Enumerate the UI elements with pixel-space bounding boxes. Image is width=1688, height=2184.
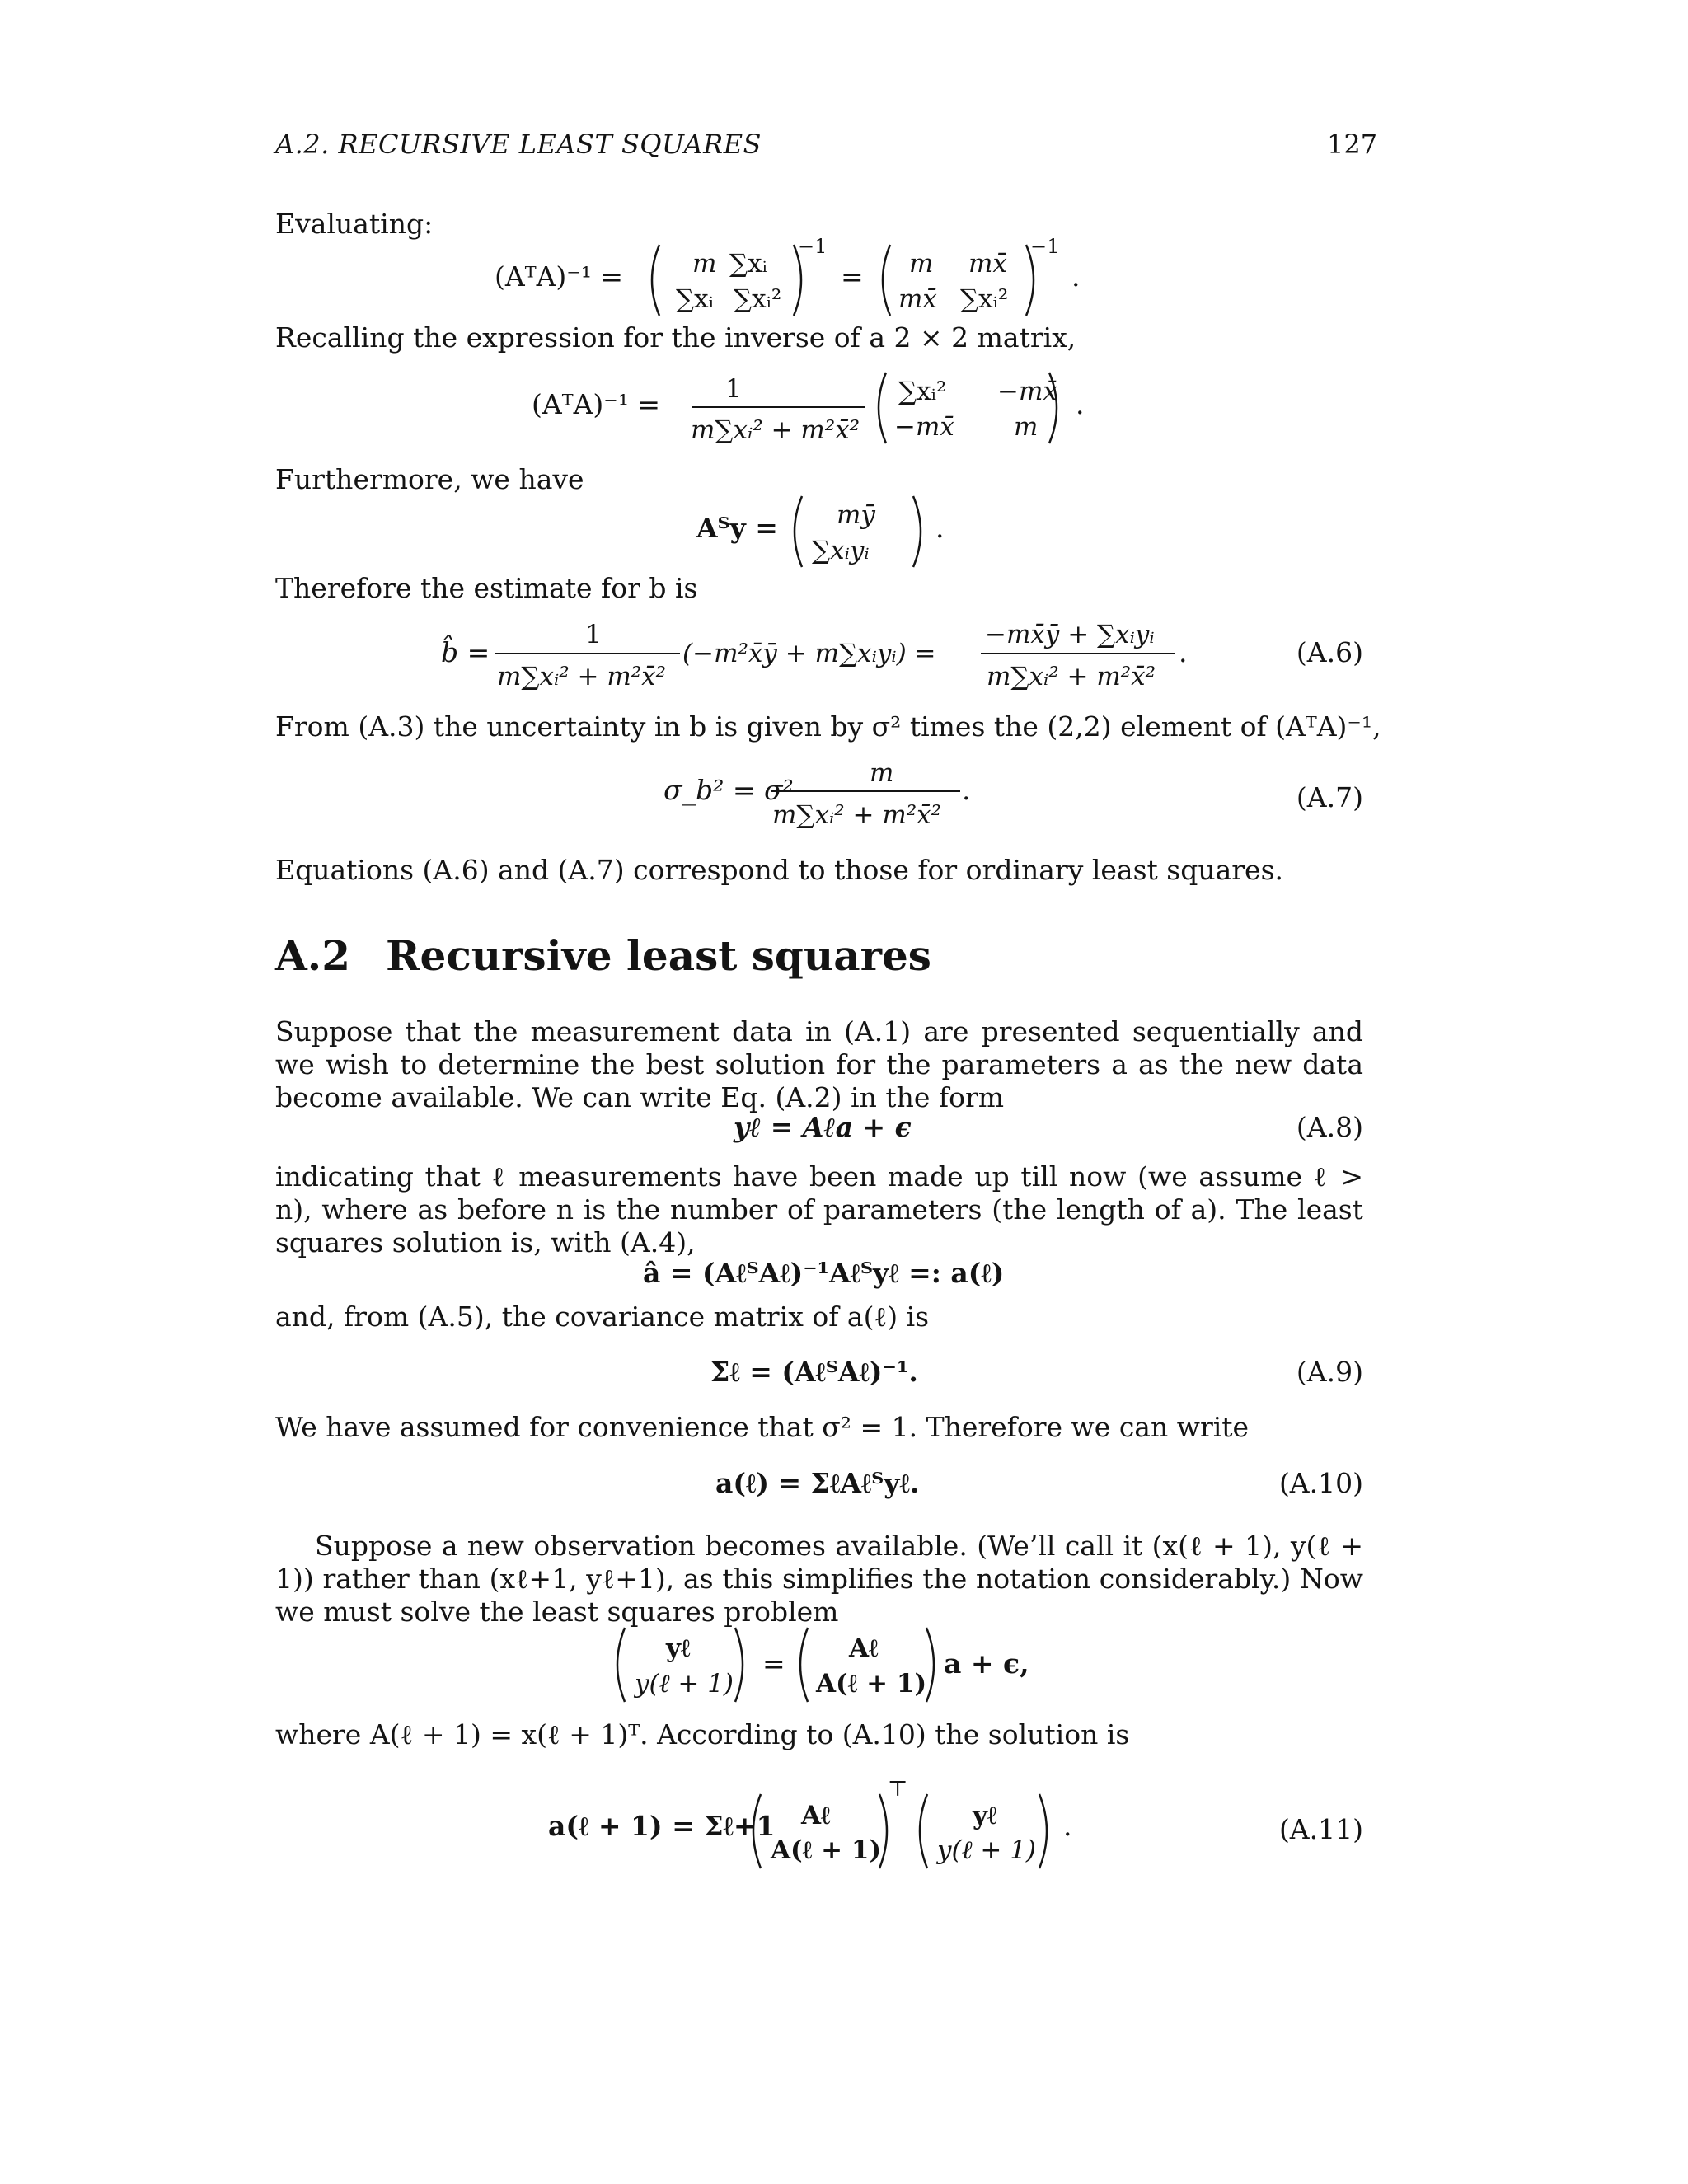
equals: = (762, 1647, 785, 1680)
equation-a6 (441, 614, 1199, 696)
period: . (1076, 388, 1085, 420)
fraction-numerator: −mx̄ȳ + ∑xᵢyᵢ (985, 620, 1155, 649)
para-therefore-b: Therefore the estimate for b is (275, 572, 698, 604)
equation-inverse-2x2 (532, 363, 1158, 453)
period: . (935, 512, 945, 544)
cell: A(ℓ + 1) (816, 1669, 927, 1699)
equation-a9: Σℓ = (AℓᵀAℓ)⁻¹. (710, 1356, 918, 1388)
equation-number-a11: (A.11) (1278, 1813, 1363, 1845)
cell: −mx̄ (894, 412, 954, 442)
cell: m (1014, 412, 1039, 442)
fraction-numerator: 1 (585, 620, 602, 649)
cell: ∑xᵢ² (898, 377, 947, 406)
equation-a10: a(ℓ) = ΣℓAℓᵀyℓ. (715, 1467, 920, 1499)
left-paren (795, 496, 802, 567)
para-furthermore: Furthermore, we have (275, 463, 584, 495)
equation-number-a6: (A.6) (1296, 636, 1363, 668)
equation-a7 (663, 754, 1010, 837)
cell: ∑xᵢyᵢ (812, 536, 870, 565)
para-evaluating: Evaluating: (275, 208, 434, 240)
equation-number-a7: (A.7) (1296, 781, 1363, 813)
cell: m (909, 249, 934, 279)
section-title: Recursive least squares (386, 931, 931, 980)
cell: mx̄ (898, 284, 937, 314)
cell: ∑xᵢ² (734, 284, 782, 314)
fraction-numerator: m (870, 758, 894, 788)
fraction-numerator: 1 (725, 374, 742, 404)
section-number: A.2 (275, 931, 350, 980)
left-paren (617, 1628, 625, 1702)
equation-a8: yℓ = Aℓa + ϵ (734, 1111, 912, 1143)
fraction-denominator: m∑xᵢ² + m²x̄² (987, 662, 1156, 691)
equation-ahat: â = (AℓᵀAℓ)⁻¹Aℓᵀyℓ =: a(ℓ) (643, 1257, 1005, 1289)
fraction-denominator: m∑xᵢ² + m²x̄² (772, 800, 942, 830)
para-indicating: indicating that ℓ measurements have been made up till now (we assume ℓ > n), where as before n is the number of parameters (the length of a). The least squares solution is, with (A.4), (275, 1160, 1363, 1258)
cell: A(ℓ + 1) (771, 1835, 882, 1865)
right-paren (1039, 1794, 1047, 1868)
cell: yℓ (973, 1801, 997, 1830)
cell: mx̄ (968, 249, 1007, 279)
para-recalling: Recalling the expression for the inverse of a 2 × 2 matrix, (275, 321, 1076, 354)
cell: Aℓ (849, 1633, 879, 1663)
para-where: where A(ℓ + 1) = x(ℓ + 1)ᵀ. According to (A.10) the solution is (275, 1718, 1130, 1750)
left-paren (920, 1794, 927, 1868)
page-number: 127 (1327, 129, 1378, 160)
exponent: −1 (1030, 235, 1060, 258)
equation-number-a9: (A.9) (1296, 1356, 1363, 1388)
para-suppose-new: Suppose a new observation becomes available. (We’ll call it (x(ℓ + 1), y(ℓ + 1)) rather than (xℓ+1, yℓ+1), as this simplifies the notation considerably.) Now we must solve the least squares problem (275, 1530, 1363, 1628)
cell: ∑xᵢ (676, 284, 714, 314)
left-paren (652, 245, 659, 316)
eq-lhs: σ_b² = σ² (663, 774, 794, 806)
eq-rhs: a + ϵ, (944, 1647, 1029, 1680)
cell: Aℓ (801, 1801, 831, 1830)
eq-lhs: b̂ = (441, 636, 490, 668)
para-from-a3: From (A.3) the uncertainty in b is given by σ² times the (2,2) element of (AᵀA)⁻¹, (275, 710, 1381, 743)
period: . (1071, 260, 1081, 293)
exponent: −1 (798, 235, 828, 258)
left-paren (883, 245, 890, 316)
para-equations-correspond: Equations (A.6) and (A.7) correspond to those for ordinary least squares. (275, 854, 1283, 886)
eq-lhs: (AᵀA)⁻¹ = (532, 388, 661, 420)
para-and-from-a5: and, from (A.5), the covariance matrix of a(ℓ) is (275, 1301, 930, 1333)
eq-middle: (−m²x̄ȳ + m∑xᵢyᵢ) = (682, 639, 936, 668)
para-assumed: We have assumed for convenience that σ² = 1. Therefore we can write (275, 1411, 1250, 1443)
eq-lhs: a(ℓ + 1) = Σℓ+1 (548, 1810, 776, 1842)
right-paren (926, 1628, 934, 1702)
equation-number-a10: (A.10) (1278, 1467, 1363, 1499)
cell: mȳ (837, 500, 875, 530)
eq-lhs: Aᵀy = (696, 512, 778, 544)
cell: y(ℓ + 1) (635, 1669, 734, 1699)
equation-stacked-problem (610, 1619, 1039, 1710)
period: . (1063, 1810, 1072, 1842)
fraction-denominator: m∑xᵢ² + m²x̄² (497, 662, 667, 691)
cell: yℓ (666, 1633, 691, 1663)
cell: y(ℓ + 1) (937, 1835, 1037, 1865)
running-header: A.2. RECURSIVE LEAST SQUARES (275, 129, 762, 160)
equation-a11 (548, 1776, 1109, 1875)
period: . (1179, 636, 1188, 668)
left-paren (879, 373, 886, 443)
right-paren (735, 1628, 743, 1702)
equals: = (841, 260, 864, 293)
equation-number-a8: (A.8) (1296, 1111, 1363, 1143)
cell: ∑xᵢ² (960, 284, 1009, 314)
transpose-symbol: ⊤ (888, 1777, 908, 1802)
period: . (962, 774, 971, 806)
para-suppose-sequential: Suppose that the measurement data in (A.1) are presented sequentially and we wish to determine the best solution for the parameters a as the new data become available. We can write Eq. (A.2) in the form (275, 1015, 1363, 1113)
equation-aty (696, 486, 960, 577)
cell: −mx̄ (997, 377, 1057, 406)
eq-lhs: (AᵀA)⁻¹ = (495, 260, 624, 293)
cell: ∑xᵢ (729, 249, 767, 279)
equation-ata-inverse (495, 235, 1154, 326)
left-paren (800, 1628, 808, 1702)
cell: m (692, 249, 717, 279)
fraction-denominator: m∑xᵢ² + m²x̄² (691, 415, 860, 445)
right-paren (913, 496, 921, 567)
